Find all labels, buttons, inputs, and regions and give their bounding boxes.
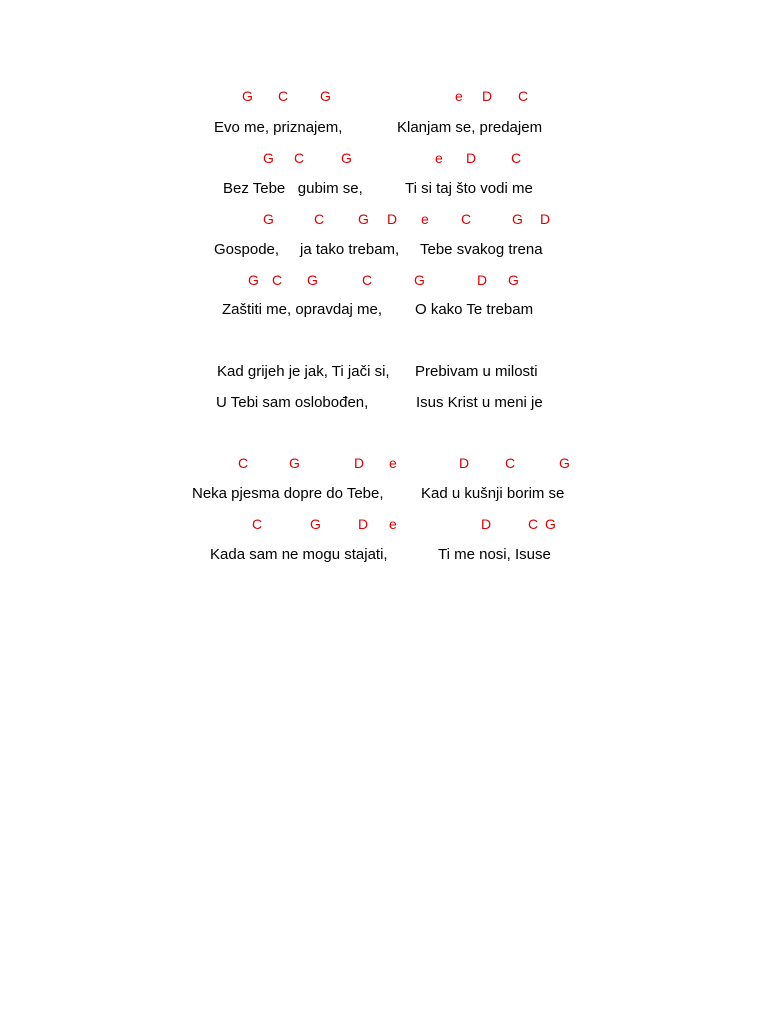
chord: G [508,272,519,288]
chord: D [459,455,470,471]
lyric-left: U Tebi sam oslobođen, [216,394,369,411]
lyric-right: Klanjam se, predajem [397,119,543,136]
lyric-left: Kad grijeh je jak, Ti jači si, [217,363,390,380]
chord: G [545,516,556,532]
chord: C [238,455,249,471]
verse-lyric-line-1 [0,118,768,138]
chord: D [354,455,365,471]
bridge-lyric-line-1 [0,362,768,382]
lyric-right: Ti si taj što vodi me [405,180,533,197]
chord: G [248,272,259,288]
lyric-left: Kada sam ne mogu stajati, [210,546,388,563]
chord: C [528,516,539,532]
chord: G [289,455,300,471]
lyric-right: Ti me nosi, Isuse [438,546,551,563]
lyric-right: Prebivam u milosti [415,363,538,380]
chord: C [362,272,373,288]
chord: e [421,211,429,227]
chord: G [341,150,352,166]
lyric-right: O kako Te trebam [415,301,534,318]
chord: G [512,211,523,227]
chord: e [435,150,443,166]
chord: G [310,516,321,532]
lyric-left: Evo me, priznajem, [214,119,343,136]
chord: G [263,150,274,166]
chord: D [482,88,493,104]
chord: C [252,516,263,532]
lyric-right: Isus Krist u meni je [416,394,543,411]
verse-lyric-line-2 [0,179,768,199]
chord: C [294,150,305,166]
chord: C [511,150,522,166]
verse-chord-line-2 [0,148,768,168]
chord: G [307,272,318,288]
chord: D [540,211,551,227]
chord: D [387,211,398,227]
lyric-left: Zaštiti me, opravdaj me, [222,301,383,318]
chord: e [455,88,463,104]
lyric-left: Bez Tebe gubim se, [223,180,363,197]
verse-lyric-line-4 [0,300,768,320]
chord: D [358,516,369,532]
chorus-chord-line-2 [0,514,768,534]
verse-lyric-line-3 [0,240,768,260]
chord: G [263,211,274,227]
bridge-lyric-line-2 [0,393,768,413]
verse-chord-line-3 [0,209,768,229]
chord: D [477,272,488,288]
lyric-left: Neka pjesma dopre do Tebe, [192,485,384,502]
chord: D [466,150,477,166]
chord: G [242,88,253,104]
lyric-left: Gospode, [214,241,280,258]
chord: C [314,211,325,227]
lyric-right: Tebe svakog trena [420,241,543,258]
chorus-chord-line-1 [0,453,768,473]
chord: G [414,272,425,288]
chord: G [320,88,331,104]
chord: D [481,516,492,532]
chord: e [389,516,397,532]
chord: C [461,211,472,227]
chord: C [272,272,283,288]
chord: C [518,88,529,104]
chord: G [559,455,570,471]
lyric-middle: ja tako trebam, [300,241,400,258]
lyric-right: Kad u kušnji borim se [421,485,565,502]
chorus-lyric-line-2 [0,545,768,565]
chord: G [358,211,369,227]
verse-chord-line-1 [0,86,768,106]
verse-chord-line-4 [0,270,768,290]
chord: C [278,88,289,104]
chord: e [389,455,397,471]
chorus-lyric-line-1 [0,484,768,504]
chord: C [505,455,516,471]
